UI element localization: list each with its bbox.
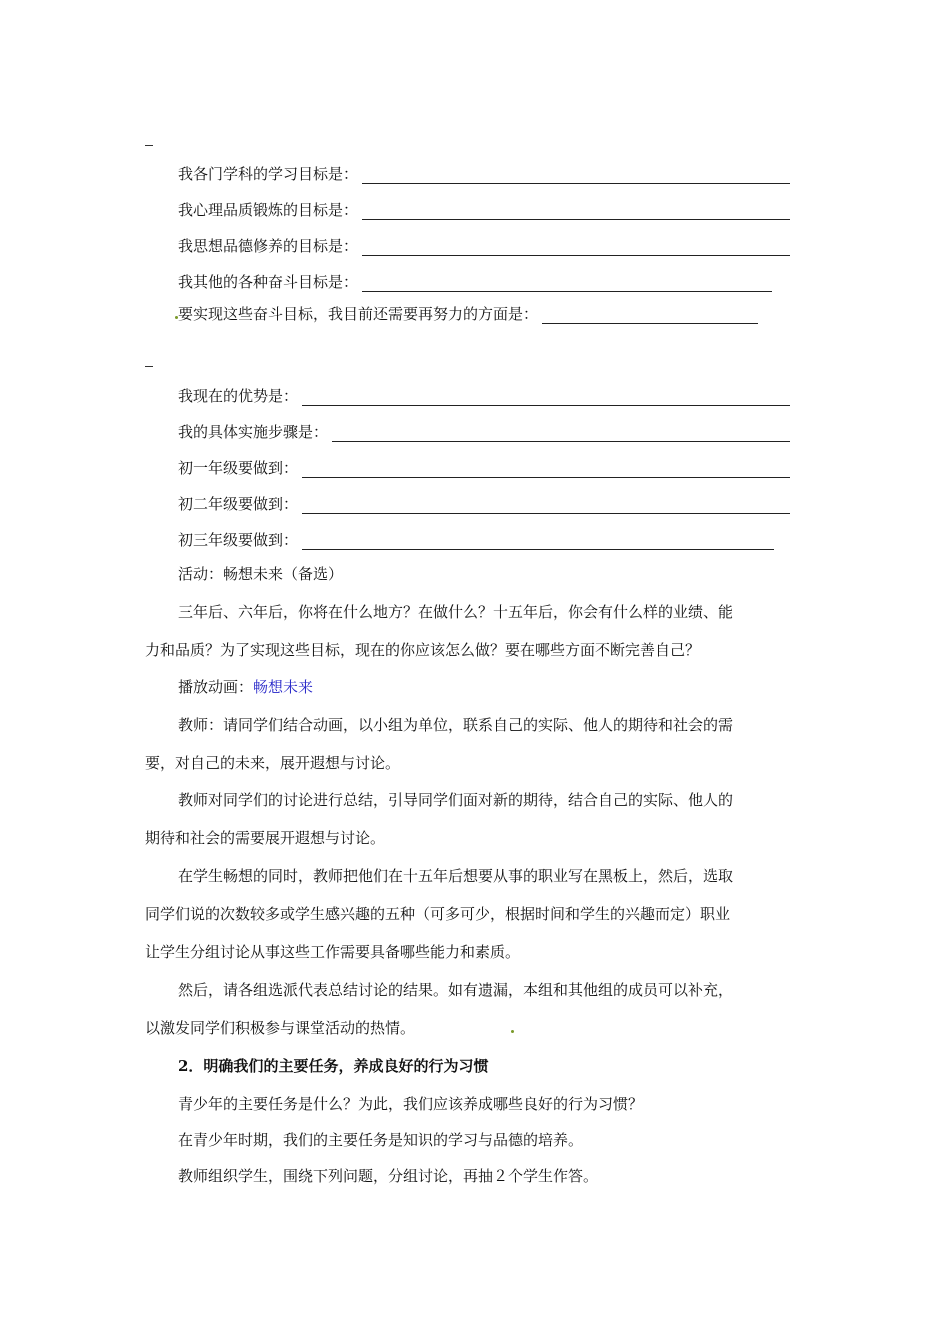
goal-improve-blank[interactable] [542,309,758,324]
goal-improve-row [178,300,758,324]
career-line-3: 让学生分组讨论从事这些工作需要具备哪些能力和素质。 [145,943,521,961]
teacher-organize: 教师组织学生，围绕下列问题，分组讨论，再抽２个学生作答。 [178,1167,599,1185]
grade3-label: 初三年级要做到： [178,531,299,549]
play-animation-line [178,677,313,697]
task-answer: 在青少年时期，我们的主要任务是知识的学习与品德的培养。 [178,1131,584,1149]
dash-mark [145,366,153,367]
summary-line-2: 期待和社会的需要展开遐想与讨论。 [145,829,386,847]
grade2-row [178,490,790,514]
grade1-label: 初一年级要做到： [178,459,299,477]
advantage-blank[interactable] [302,391,790,406]
question-line-2: 力和品质？为了实现这些目标，现在的你应该怎么做？要在哪些方面不断完善自己？ [145,641,701,659]
goal-subjects-label: 我各门学科的学习目标是： [178,165,359,183]
play-label: 播放动画： [178,678,254,696]
task-question: 青少年的主要任务是什么？为此，我们应该养成哪些良好的行为习惯？ [178,1095,644,1113]
representative-line-1: 然后，请各组选派代表总结讨论的结果。如有遗漏，本组和其他组的成员可以补充， [178,981,734,999]
goal-improve-label: 要实现这些奋斗目标，我目前还需要再努力的方面是： [178,305,539,323]
career-line-2: 同学们说的次数较多或学生感兴趣的五种（可多可少，根据时间和学生的兴趣而定）职业 [145,905,731,923]
goal-mental-row [178,196,790,220]
animation-link[interactable]: 畅想未来 [253,678,314,696]
goal-moral-row [178,232,790,256]
steps-blank[interactable] [332,427,790,442]
steps-label: 我的具体实施步骤是： [178,423,329,441]
advantage-row [178,382,790,406]
goal-mental-blank[interactable] [362,205,790,220]
grade3-row [178,526,774,550]
grade3-blank[interactable] [302,535,774,550]
dash-mark [145,145,153,146]
steps-row [178,418,790,442]
grade1-row [178,454,790,478]
teacher-line-1: 教师：请同学们结合动画，以小组为单位，联系自己的实际、他人的期待和社会的需 [178,716,734,734]
goal-subjects-row [178,160,790,184]
career-line-1: 在学生畅想的同时，教师把他们在十五年后想要从事的职业写在黑板上，然后，选取 [178,867,734,885]
goal-other-row [178,268,772,292]
grade1-blank[interactable] [302,463,790,478]
section-heading: 2．明确我们的主要任务，养成良好的行为习惯 [178,1057,489,1075]
question-line-1: 三年后、六年后，你将在什么地方？在做什么？十五年后，你会有什么样的业绩、能 [178,603,734,621]
advantage-label: 我现在的优势是： [178,387,299,405]
grade2-blank[interactable] [302,499,790,514]
goal-other-label: 我其他的各种奋斗目标是： [178,273,359,291]
grade2-label: 初二年级要做到： [178,495,299,513]
goal-mental-label: 我心理品质锻炼的目标是： [178,201,359,219]
goal-moral-label: 我思想品德修养的目标是： [178,237,359,255]
teacher-line-2: 要，对自己的未来，展开遐想与讨论。 [145,754,401,772]
goal-other-blank[interactable] [362,277,772,292]
representative-line-2: 以激发同学们积极参与课堂活动的热情。 [145,1019,416,1037]
activity-title: 活动：畅想未来（备选） [178,565,344,583]
goal-moral-blank[interactable] [362,241,790,256]
goal-subjects-blank[interactable] [362,169,790,184]
summary-line-1: 教师对同学们的讨论进行总结，引导同学们面对新的期待，结合自己的实际、他人的 [178,791,734,809]
